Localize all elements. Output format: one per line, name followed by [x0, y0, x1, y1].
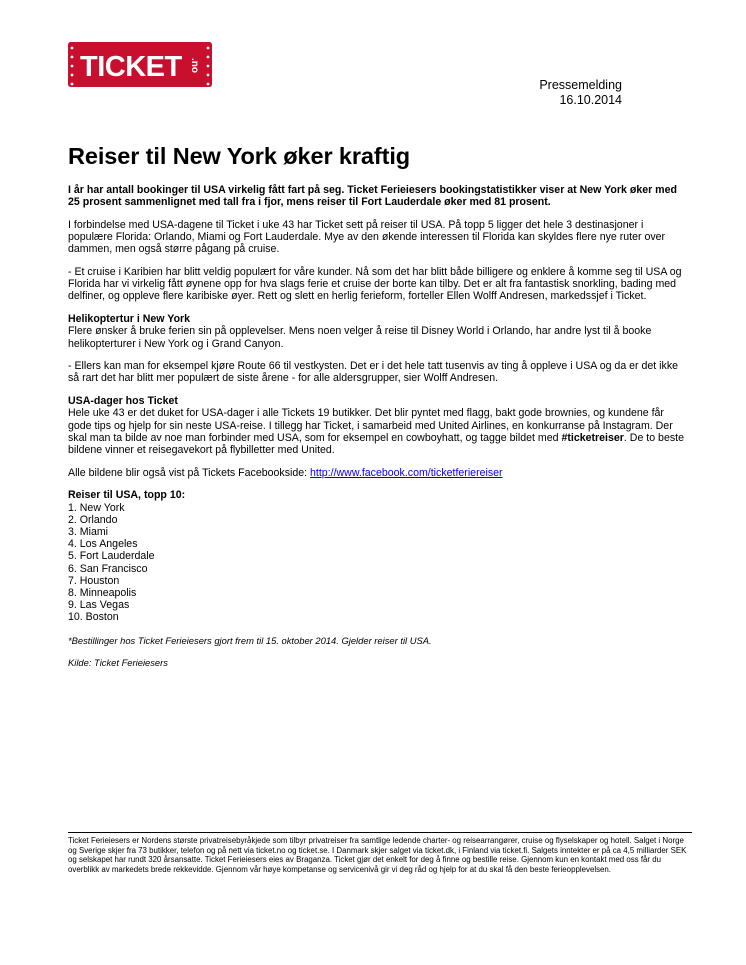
press-date: 16.10.2014 [559, 93, 622, 107]
logo-brand-text: TICKET [80, 51, 182, 83]
article-body [68, 184, 690, 680]
paragraph-intro: I forbindelse med USA-dagene til Ticket i uke 43 har Ticket sett på reiser til USA. På topp 5 ligger det hele 3 destinasjoner i populære Florida: Orlando, Miami og Fort Lauderdale. Mye av den økende interessen til Florida kan skyldes flere nye ruter over dammen, men også større pågang på cruise. [68, 218, 666, 256]
facebook-paragraph [68, 467, 690, 479]
list-item: 2. Orlando [68, 513, 118, 526]
lead-paragraph: I år har antall bookinger til USA virkelig fått fart på seg. Ticket Ferieiesers bookingstatistikker viser at New York øker med 25 prosent sammenlignet med tall fra i fjor, mens reiser til Fort Lauderdale øker med 81 prosent. [68, 184, 677, 209]
list-item: 9. Las Vegas [68, 599, 130, 612]
facebook-text: Alle bildene blir også vist på Tickets Facebookside: [68, 466, 311, 479]
list-item: 1. New York [68, 501, 125, 514]
ticket-logo [68, 42, 212, 87]
top10-list [68, 502, 690, 624]
list-item: 8. Minneapolis [68, 586, 137, 599]
top10-heading: Reiser til USA, topp 10: [68, 489, 186, 502]
section-helicopter-text: Flere ønsker å bruke ferien sin på opplevelser. Mens noen velger å reise til Disney World i Orlando, har andre lyst til å booke helikopterturer i New York og i Grand Canyon. [68, 325, 652, 350]
section-heading-usa-days: USA-dager hos Ticket [68, 395, 178, 408]
section-usa-days [68, 395, 690, 456]
doc-type: Pressemelding [539, 78, 622, 92]
list-item: 7. Houston [68, 574, 120, 587]
logo-domain-text: .no [189, 58, 200, 73]
hashtag: #ticketreiser [561, 431, 624, 444]
source-note: Kilde: Ticket Ferieiesers [68, 657, 168, 669]
footer-boilerplate: Ticket Ferieiesers er Nordens største privatreisebyråkjede som tilbyr privatreiser fra samtlige ledende charter- og reisearrangører, cruise og flyselskaper og hotell. Salget i Norge og Sverige skjer fra 73 butikker, telefon og på nett via ticket.no og ticket.se. I Danmark skjer salget via ticket.dk, i Finland via ticket.fi. Salgets inntekter er på ca 4,5 milliarder SEK og selskapet har rundt 320 årsansatte. Ticket Ferieiesers eies av Braganza. Ticket gjør det enkelt for deg å finne og bestille reise. Gjennom kun en kontakt med oss får du overblikk av markedets brede rekkevidde. Gjennom vår høye kompetanse og servicenivå gir vi deg råd og hjelp for at du skal få den beste ferieopplevelsen. [68, 836, 687, 874]
section-helicopter [68, 313, 690, 350]
paragraph-cruise-quote: - Et cruise i Karibien har blitt veldig populært for våre kunder. Nå som det har blitt både billigere og enklere å komme seg til USA og Florida har vi virkelig fått øynene opp for hva slags ferie et cruise der borte kan tilby. Det er alt fra fantastisk snorkling, bading med delfiner, og oppleve flere karibiske øyer. Rett og slett en herlig ferieform, forteller Ellen Wolff Andresen, markedssjef i Ticket. [68, 266, 682, 303]
facebook-link[interactable]: http://www.facebook.com/ticketferiereiser [310, 466, 503, 479]
footer-divider [68, 832, 692, 833]
usa-days-text-after: . De to beste bildene vinner et reisegavekort på flybilletter med United. [68, 431, 684, 456]
footnote: *Bestillinger hos Ticket Ferieiesers gjort frem til 15. oktober 2014. Gjelder reiser til USA. [68, 634, 432, 646]
list-item: 6. San Francisco [68, 562, 148, 575]
page-title: Reiser til New York øker kraftig [68, 143, 411, 169]
top10-section [68, 489, 690, 623]
paragraph-route66-quote: - Ellers kan man for eksempel kjøre Route 66 til vestkysten. Det er i det hele tatt tusenvis av ting å oppleve i USA og da er det ikke så rart det har blitt mer populært de siste årene - for alle aldersgrupper, sier Wolff Andresen. [68, 360, 679, 385]
press-header [539, 78, 622, 108]
list-item: 3. Miami [68, 525, 109, 538]
list-item: 5. Fort Lauderdale [68, 550, 155, 563]
list-item: 4. Los Angeles [68, 538, 138, 551]
usa-days-text-before: Hele uke 43 er det duket for USA-dager i alle Tickets 19 butikker. Det blir pyntet med flagg, bakt gode brownies, og kundene får gode tips og hjelp for sin neste USA-reise. I tillegg har Ticket, i samarbeid med United Airlines, en konkurranse på Instagram. Der skal man ta bilde av noe man forbinder med USA, som for eksempel en cowboyhatt, og tagge bildet med [68, 407, 673, 444]
section-heading-helicopter: Helikoptertur i New York [68, 313, 191, 326]
ticket-logo-graphic [68, 42, 212, 87]
list-item: 10. Boston [68, 611, 119, 624]
